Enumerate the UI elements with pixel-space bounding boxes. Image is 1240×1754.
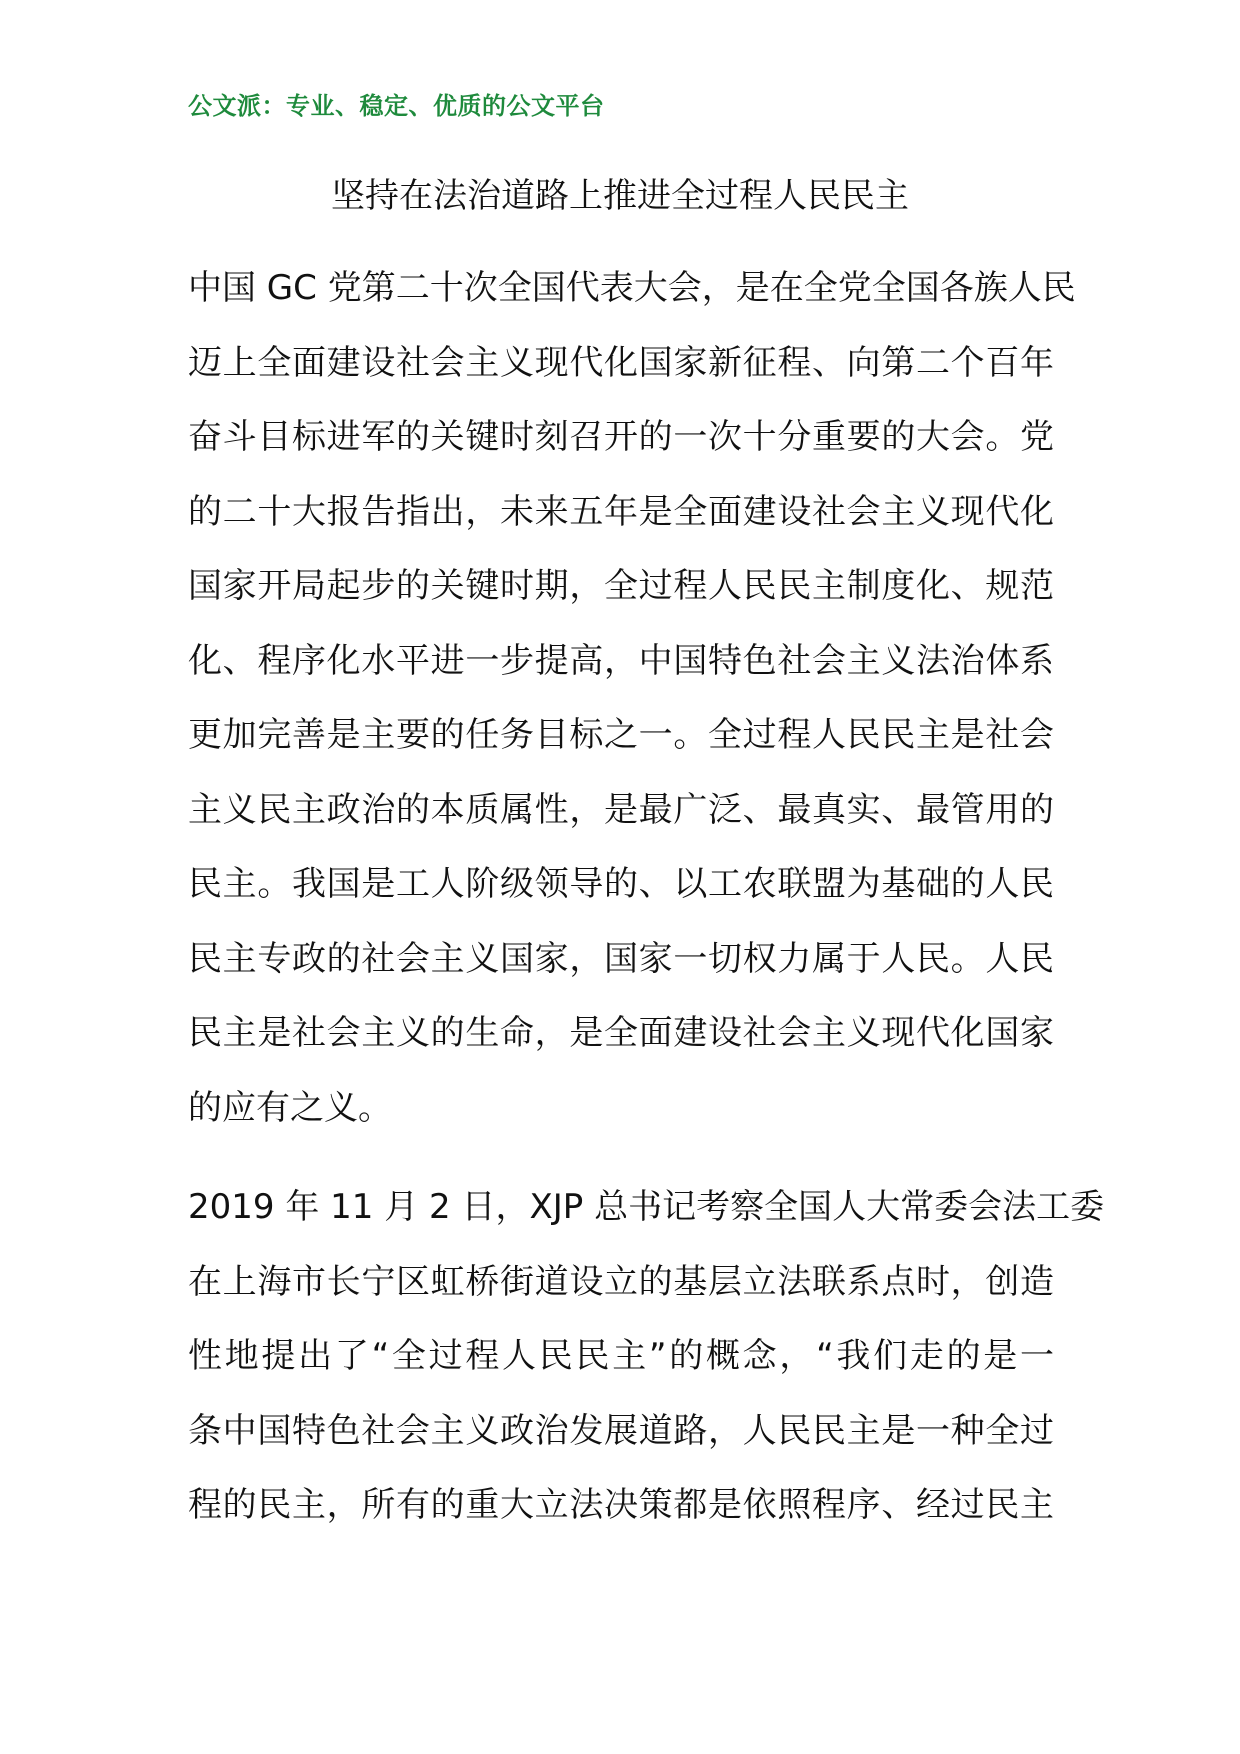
paragraph-line: 国家开局起步的关键时期，全过程人民民主制度化、规范	[188, 566, 1054, 606]
paragraph-line: 民主。我国是工人阶级领导的、以工农联盟为基础的人民	[188, 864, 1054, 904]
paragraph-line: 程的民主，所有的重大立法决策都是依照程序、经过民主	[188, 1485, 1054, 1525]
paragraph-line: 主义民主政治的本质属性，是最广泛、最真实、最管用的	[188, 789, 1054, 830]
document-title: 坚持在法治道路上推进全过程人民民主	[331, 176, 909, 216]
paragraph-line: 条中国特色社会主义政治发展道路，人民民主是一种全过	[188, 1410, 1054, 1451]
paragraph-line: 性地提出了“全过程人民民主”的概念，“我们走的是一	[188, 1336, 1054, 1376]
site-banner: 公文派：专业、稳定、优质的公文平台	[188, 92, 605, 120]
paragraph-line: 在上海市长宁区虹桥街道设立的基层立法联系点时，创造	[188, 1261, 1054, 1302]
paragraph-2	[188, 1170, 1105, 1543]
paragraph-line: 奋斗目标进军的关键时刻召开的一次十分重要的大会。党	[188, 417, 1054, 457]
paragraph-1	[188, 251, 1076, 1145]
paragraph-line: 化、程序化水平进一步提高，中国特色社会主义法治体系	[188, 640, 1054, 681]
paragraph-line: 民主是社会主义的生命，是全面建设社会主义现代化国家	[188, 1013, 1054, 1053]
paragraph-line: 的应有之义。	[188, 1087, 392, 1128]
paragraph-line: 更加完善是主要的任务目标之一。全过程人民民主是社会	[188, 715, 1054, 755]
paragraph-line: 2019 年 11 月 2 日，XJP 总书记考察全国人大常委会法工委	[188, 1187, 1105, 1227]
paragraph-line: 中国 GC 党第二十次全国代表大会，是在全党全国各族人民	[188, 268, 1076, 308]
paragraph-line: 迈上全面建设社会主义现代化国家新征程、向第二个百年	[188, 342, 1054, 383]
paragraph-line: 民主专政的社会主义国家，国家一切权力属于人民。人民	[188, 938, 1054, 979]
paragraph-line: 的二十大报告指出，未来五年是全面建设社会主义现代化	[188, 491, 1054, 532]
